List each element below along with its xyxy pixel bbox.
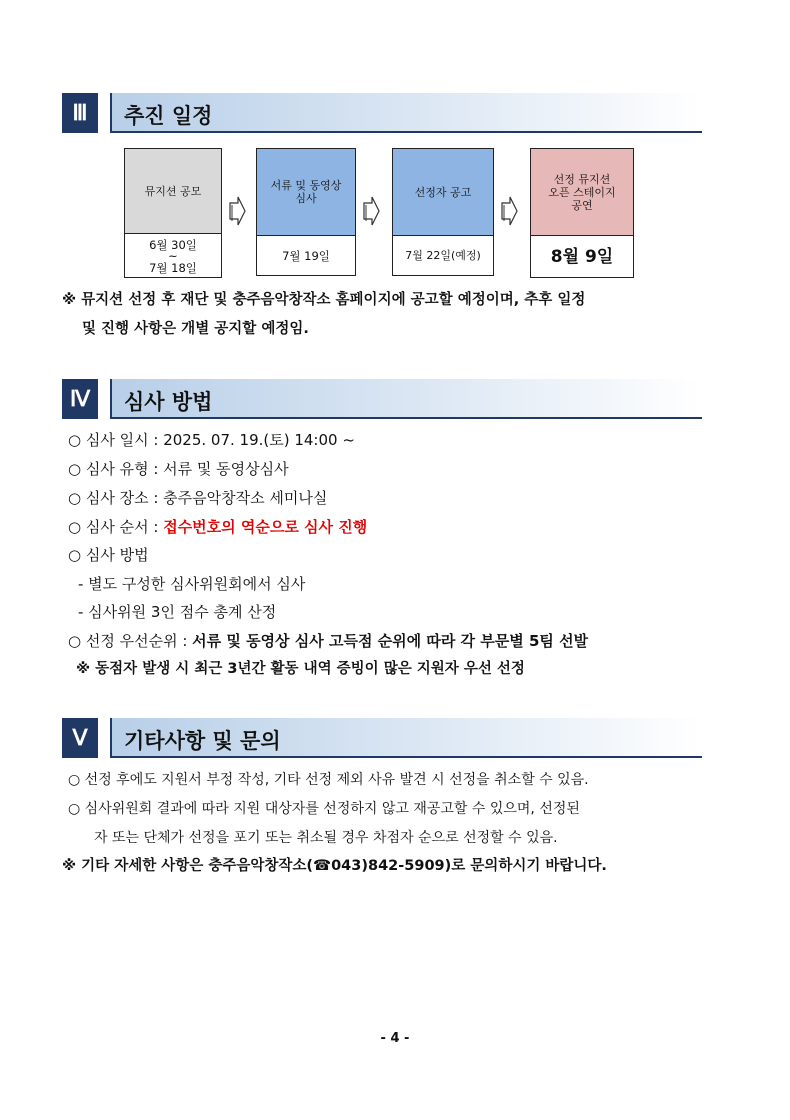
schedule-note-cont: 및 진행 사항은 개별 공지할 예정임.	[82, 321, 309, 337]
review-priority-value: 서류 및 동영상 심사 고득점 순위에 따라 각 부문별 5팀 선발	[192, 632, 589, 650]
flow-step-date: 8월 9일	[550, 247, 614, 267]
flow-step-1	[124, 148, 222, 278]
flow-step-label: 선정 뮤지션 오픈 스테이지 공연	[531, 149, 633, 236]
date-line: 7월 18일	[149, 260, 197, 275]
section-title: 심사 방법	[124, 390, 213, 414]
section-header-schedule	[62, 93, 702, 135]
date-line: 6월 30일	[149, 237, 197, 252]
review-method: ○ 심사 방법	[68, 546, 149, 564]
flow-step-3	[392, 148, 494, 276]
flow-step-label: 서류 및 동영상 심사	[257, 149, 355, 236]
contact-note: ※ 기타 자세한 사항은 충주음악창작소(☎043)842-5909)로 문의하시기 바랍니다.	[62, 858, 607, 874]
review-tie-note: ※ 동점자 발생 시 최근 3년간 활동 내역 증빙이 많은 지원자 우선 선정	[76, 661, 525, 677]
flow-step-date	[125, 235, 221, 277]
section-title: 기타사항 및 문의	[124, 729, 281, 753]
review-place: ○ 심사 장소 : 충주음악창작소 세미나실	[68, 489, 328, 507]
section-header-etc	[62, 718, 702, 760]
review-order-label: ○ 심사 순서 :	[68, 518, 164, 536]
arrow-right-icon	[362, 193, 380, 229]
page-number: - 4 -	[380, 1031, 410, 1046]
flow-step-date: 7월 22일(예정)	[405, 249, 481, 262]
arrow-right-icon	[500, 193, 518, 229]
review-order-value: 접수번호의 역순으로 심사 진행	[163, 518, 368, 536]
review-method-item: - 심사위원 3인 점수 총계 산정	[78, 603, 277, 621]
date-line: ~	[168, 248, 178, 263]
section-header-review	[62, 379, 702, 421]
review-date	[68, 430, 355, 450]
review-type: ○ 심사 유형 : 서류 및 동영상심사	[68, 460, 289, 478]
etc-item-cont: 자 또는 단체가 선정을 포기 또는 취소될 경우 차점자 순으로 선정할 수 있음.	[94, 830, 558, 846]
section-title-bar	[110, 379, 702, 419]
review-method-item: - 별도 구성한 심사위원회에서 심사	[78, 575, 306, 593]
etc-item: ○ 심사위원회 결과에 따라 지원 대상자를 선정하지 않고 재공고할 수 있으며, 선정된	[68, 801, 580, 817]
review-date-label: ○ 심사 일시 :	[68, 431, 164, 449]
section-title: 추진 일정	[124, 104, 213, 128]
review-date-value: 2025. 07. 19.(토) 14:00 ~	[163, 431, 355, 449]
arrow-right-icon	[228, 193, 246, 229]
flow-step-date: 7월 19일	[282, 249, 330, 263]
section-number: Ⅲ	[62, 93, 98, 133]
flow-step-4	[530, 148, 634, 278]
section-number: Ⅳ	[62, 379, 98, 419]
review-order	[68, 517, 367, 537]
etc-item: ○ 선정 후에도 지원서 부정 작성, 기타 선정 제외 사유 발견 시 선정을 취소할 수 있음.	[68, 772, 589, 788]
flow-step-label: 선정자 공고	[393, 149, 493, 236]
schedule-note: ※ 뮤지션 선정 후 재단 및 충주음악창작소 홈페이지에 공고할 예정이며, 추후 일정	[62, 292, 586, 308]
section-title-bar	[110, 718, 702, 758]
section-title-bar	[110, 93, 702, 133]
section-number: Ⅴ	[62, 718, 98, 758]
review-priority-label: ○ 선정 우선순위 :	[68, 632, 193, 650]
flow-step-label: 뮤지션 공모	[125, 149, 221, 234]
flow-step-2	[256, 148, 356, 276]
review-priority	[68, 631, 588, 651]
